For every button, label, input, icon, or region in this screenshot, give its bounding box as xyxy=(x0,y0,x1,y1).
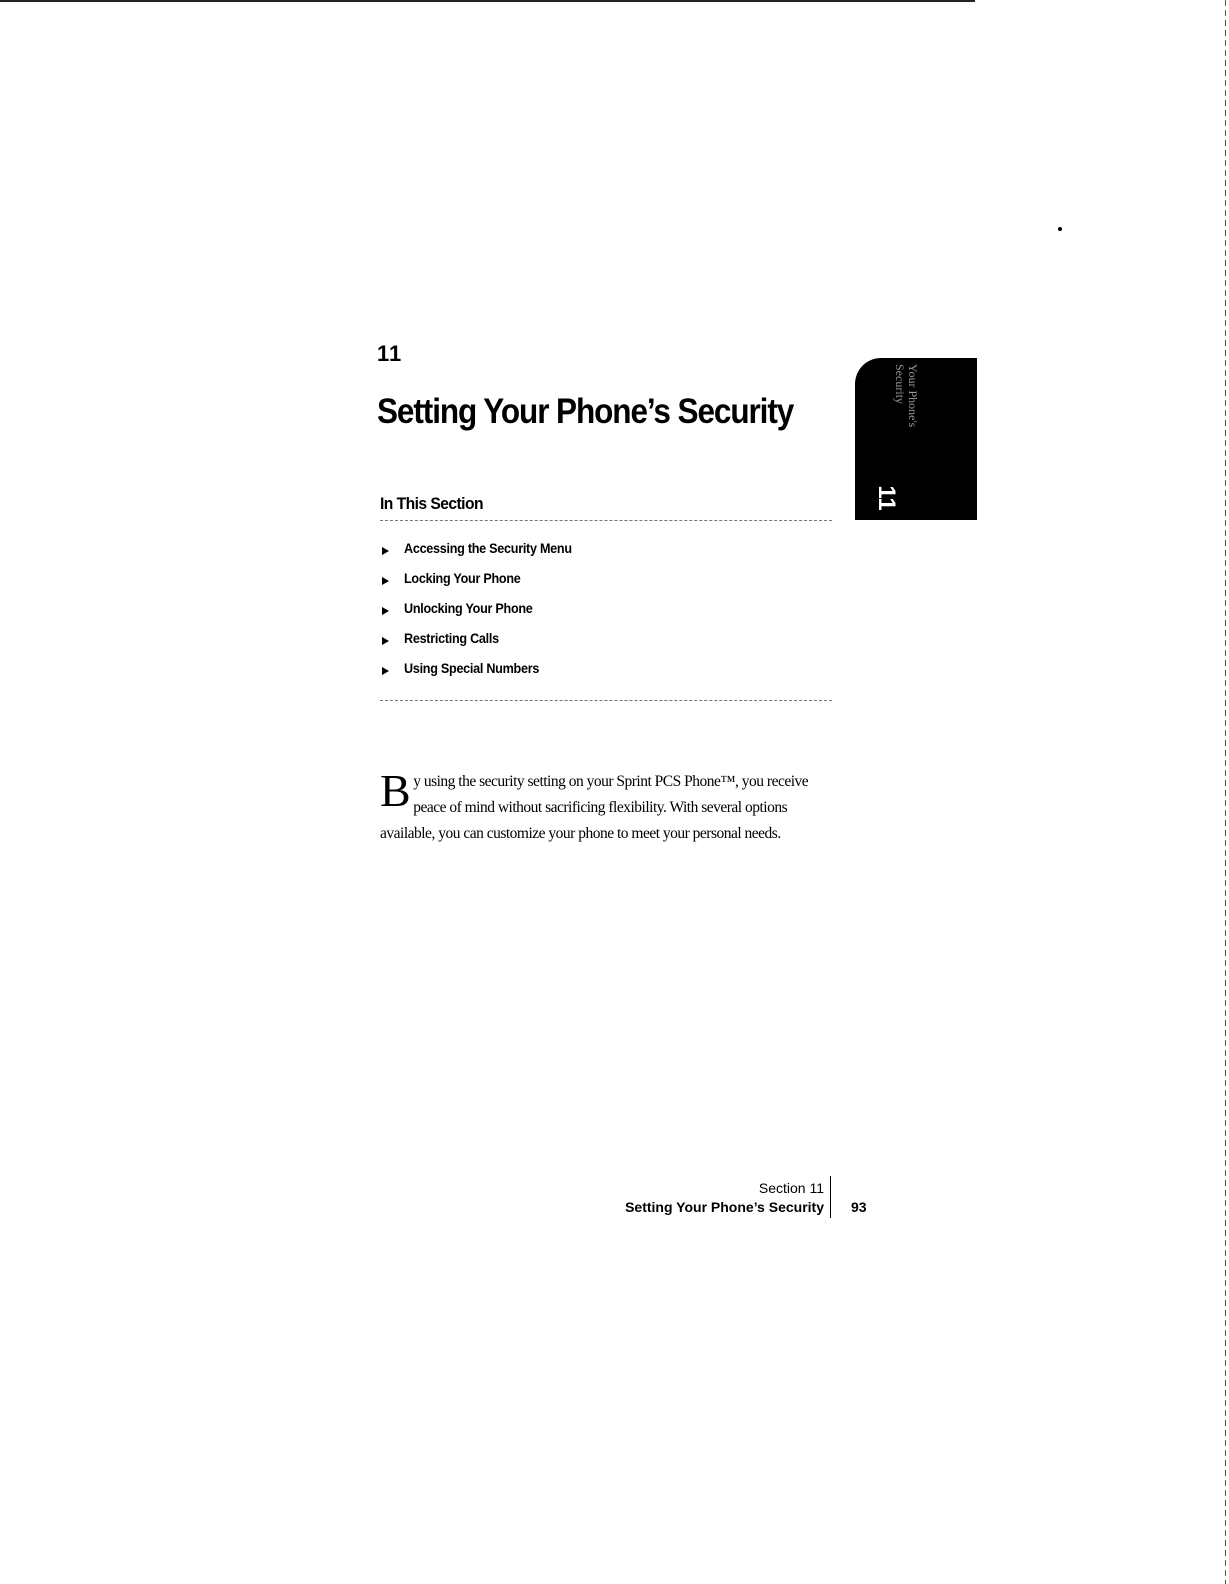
scan-edge-right xyxy=(1225,0,1226,1584)
section-tab-label-line1: Your Phone's xyxy=(906,364,920,428)
intro-text: y using the security setting on your Sprint PCS Phone™, you receive peace of mind without sacrificing flexibility. With several options available, you can customize your phone to meet your personal needs. xyxy=(380,772,809,842)
list-item xyxy=(380,533,590,563)
list-item-label: Accessing the Security Menu xyxy=(404,540,572,556)
list-item-label: Using Special Numbers xyxy=(404,660,540,676)
footer-section-label: Section 11 xyxy=(758,1180,824,1196)
divider-bottom xyxy=(380,700,832,701)
intro-paragraph xyxy=(380,764,840,847)
page-number: 93 xyxy=(851,1199,867,1215)
divider-top xyxy=(380,520,832,521)
list-item-label: Unlocking Your Phone xyxy=(404,600,533,616)
chapter-title: Setting Your Phone’s Security xyxy=(377,392,794,431)
list-item xyxy=(380,563,590,593)
footer-chapter-title: Setting Your Phone’s Security xyxy=(625,1199,824,1215)
in-this-section-heading: In This Section xyxy=(380,494,483,513)
section-tab-label-line2: Security xyxy=(893,364,907,404)
list-item-label: Restricting Calls xyxy=(404,630,499,646)
arrow-bullet-icon xyxy=(382,667,389,675)
chapter-number: 11 xyxy=(377,341,403,366)
list-item-label: Locking Your Phone xyxy=(404,570,521,586)
arrow-bullet-icon xyxy=(382,577,389,585)
drop-cap: B xyxy=(380,764,411,816)
list-item xyxy=(380,593,590,623)
arrow-bullet-icon xyxy=(382,607,389,615)
list-item xyxy=(380,623,590,653)
arrow-bullet-icon xyxy=(382,637,389,645)
section-tab-label xyxy=(893,364,919,427)
scan-edge-top xyxy=(0,0,975,2)
scan-speck xyxy=(1058,227,1062,231)
section-tab-number: 11 xyxy=(873,485,900,511)
list-item xyxy=(380,653,590,683)
footer-divider xyxy=(830,1176,831,1218)
section-contents-list xyxy=(380,533,590,683)
section-tab xyxy=(855,358,977,520)
arrow-bullet-icon xyxy=(382,547,389,555)
